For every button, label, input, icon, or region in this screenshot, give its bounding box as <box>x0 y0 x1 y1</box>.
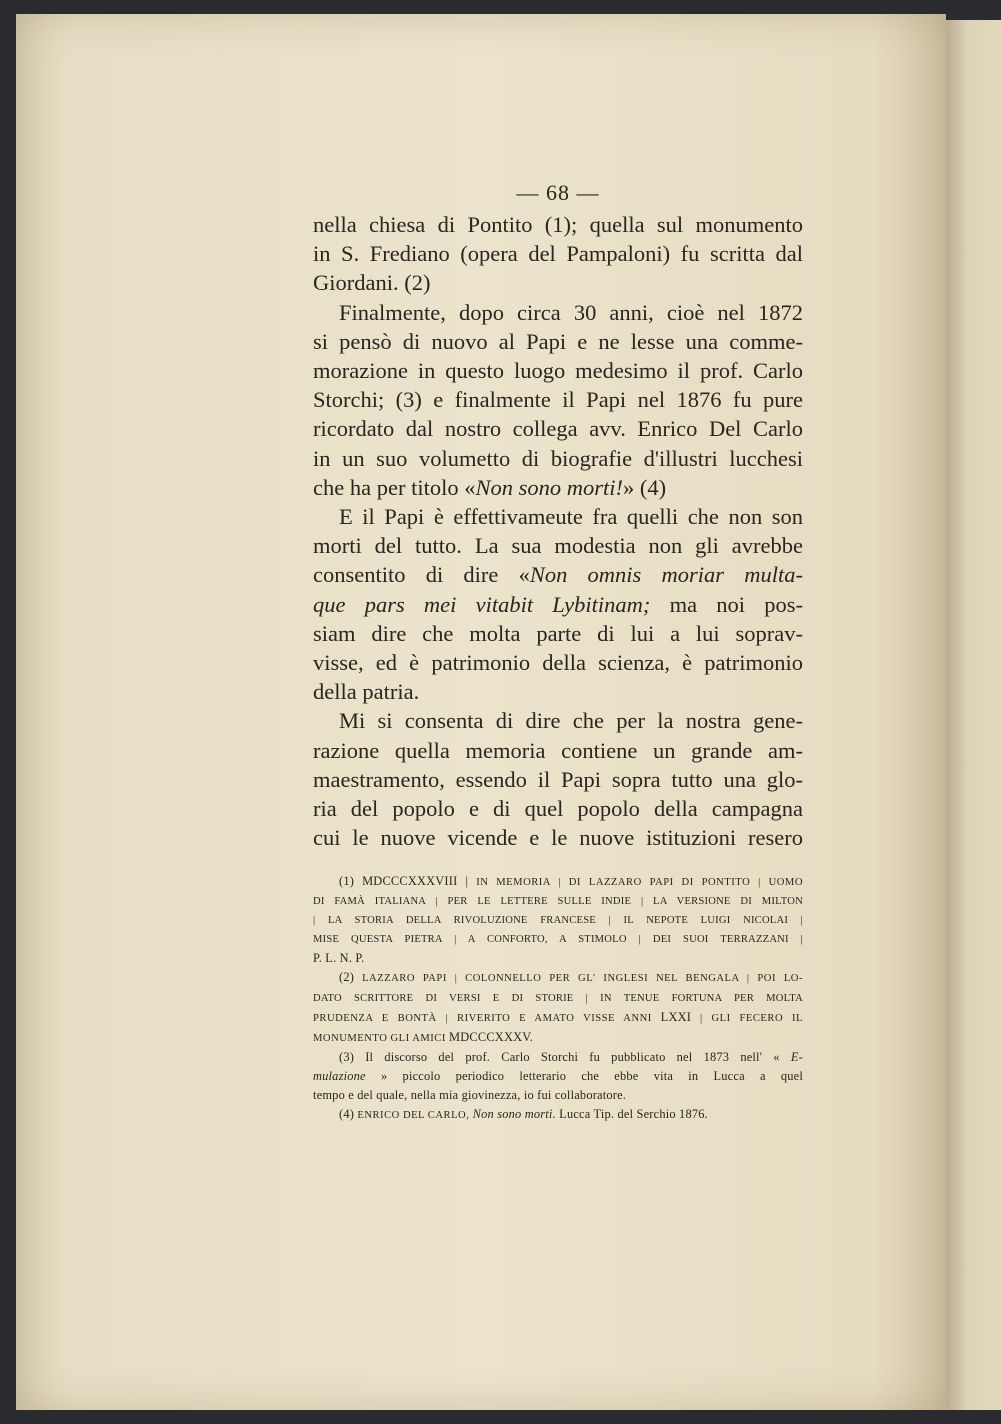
text-run: PRUDENZA E BONTÀ | RIVERITO E AMATO VISSE ANNI <box>313 1012 661 1024</box>
footnotes <box>313 872 803 1125</box>
page-number: — 68 — <box>516 180 600 205</box>
text-line: tempo e del quale, nella mia giovinezza, io fui collaboratore. <box>313 1088 627 1103</box>
text-line: della patria. <box>313 679 420 705</box>
text-run: consentito di dire « <box>313 562 530 588</box>
text-run: che ha per titolo « <box>313 474 476 500</box>
text-line: ricordato dal nostro collega avv. Enrico Del Carlo <box>313 416 803 442</box>
text-run: (4) <box>339 1107 358 1122</box>
italic-title: Non sono morti. <box>472 1107 556 1122</box>
text-line: nella chiesa di Pontito (1); quella sul monumento <box>313 212 803 237</box>
text-line: visse, ed è patrimonio della scienza, è patrimonio <box>313 650 803 676</box>
text-line: in S. Frediano (opera del Pampaloni) fu scritta dal <box>313 241 803 267</box>
text-run: IN MEMORIA | DI LAZZARO PAPI DI PONTITO | UOMO <box>476 877 803 888</box>
text-line: si pensò di nuovo al Papi e ne lesse una comme- <box>313 328 803 354</box>
text-line <box>313 1008 803 1028</box>
footnote-4 <box>313 1105 803 1125</box>
text-run: (3) Il discorso del prof. Carlo Storchi fu pubblicato nel 1873 nell' « <box>339 1049 780 1064</box>
text-line: morazione in questo luogo medesimo il prof. Carlo <box>313 358 803 384</box>
latin-quote: que pars mei vitabit Lybitinam; <box>313 591 651 617</box>
text-line: ria del popolo e di quel popolo della campagna <box>313 796 803 822</box>
text-line: morti del tutto. La sua modestia non gli avrebbe <box>313 533 803 559</box>
text-line: MISE QUESTA PIETRA | A CONFORTO, A STIMOLO | DEI SUOI TERRAZZANI | <box>313 934 803 946</box>
text-line: siam dire che molta parte di lui a lui soprav- <box>313 620 803 646</box>
text-line: Mi si consenta di dire che per la nostra gene- <box>339 708 803 734</box>
text-run: » piccolo periodico letterario che ebbe vita in Lucca a quel <box>380 1068 803 1083</box>
text-run: LXXI <box>660 1009 692 1024</box>
text-run: MONUMENTO GLI AMICI <box>313 1032 450 1044</box>
text-line: maestramento, essendo il Papi sopra tutto una glo- <box>313 766 803 792</box>
text-run: » (4) <box>622 474 667 500</box>
text-line <box>313 1067 803 1086</box>
text-run: | GLI FECERO IL <box>691 1012 803 1024</box>
text-run: ma noi pos- <box>650 591 803 617</box>
text-line: P. L. N. P. <box>313 951 365 966</box>
text-line <box>313 473 803 502</box>
text-run: (1) MDCCCXXXVIII | <box>339 874 477 888</box>
text-line: E il Papi è effettivameute fra quelli che non son <box>339 504 803 530</box>
footnote-2 <box>313 968 803 988</box>
text-line: DI FAMÀ ITALIANA | PER LE LETTERE SULLE INDIE | LA VERSIONE DI MILTON <box>313 896 803 908</box>
text-line <box>313 560 803 589</box>
text-run: ENRICO DEL CARLO, <box>357 1110 470 1122</box>
text-line <box>313 1028 803 1048</box>
footnote-1 <box>313 872 803 892</box>
latin-quote: Non omnis moriar multa- <box>529 562 803 588</box>
text-line: razione quella memoria contiene un grande am- <box>313 737 803 763</box>
italic-title: Non sono morti! <box>475 474 623 500</box>
text-line: cui le nuove vicende e le nuove istituzioni resero <box>313 825 803 851</box>
text-line: in un suo volumetto di biografie d'illustri lucchesi <box>313 445 803 471</box>
text-line: Giordani. (2) <box>313 270 431 296</box>
footnote-3 <box>313 1048 803 1067</box>
adjacent-page-edge <box>946 20 1001 1410</box>
italic-title: mulazione <box>313 1068 366 1083</box>
text-line: Finalmente, dopo circa 30 anni, cioè nel 1872 <box>339 299 803 325</box>
text-run: (2) <box>339 970 363 985</box>
text-line: DATO SCRITTORE DI VERSI E DI STORIE | IN TENUE FORTUNA PER MOLTA <box>313 992 803 1004</box>
text-run: MDCCCXXXV. <box>449 1029 534 1044</box>
text-run: LAZZARO PAPI | COLONNELLO PER GL' INGLESI NEL BENGALA | POI LO- <box>362 973 803 985</box>
text-line <box>313 590 803 619</box>
text-line: | LA STORIA DELLA RIVOLUZIONE FRANCESE | IL NEPOTE LUIGI NICOLAI | <box>313 915 803 927</box>
italic-title: E- <box>790 1049 803 1064</box>
body-text <box>313 210 803 852</box>
text-run: Lucca Tip. del Serchio 1876. <box>555 1107 708 1122</box>
text-line: Storchi; (3) e finalmente il Papi nel 1876 fu pure <box>313 387 803 413</box>
